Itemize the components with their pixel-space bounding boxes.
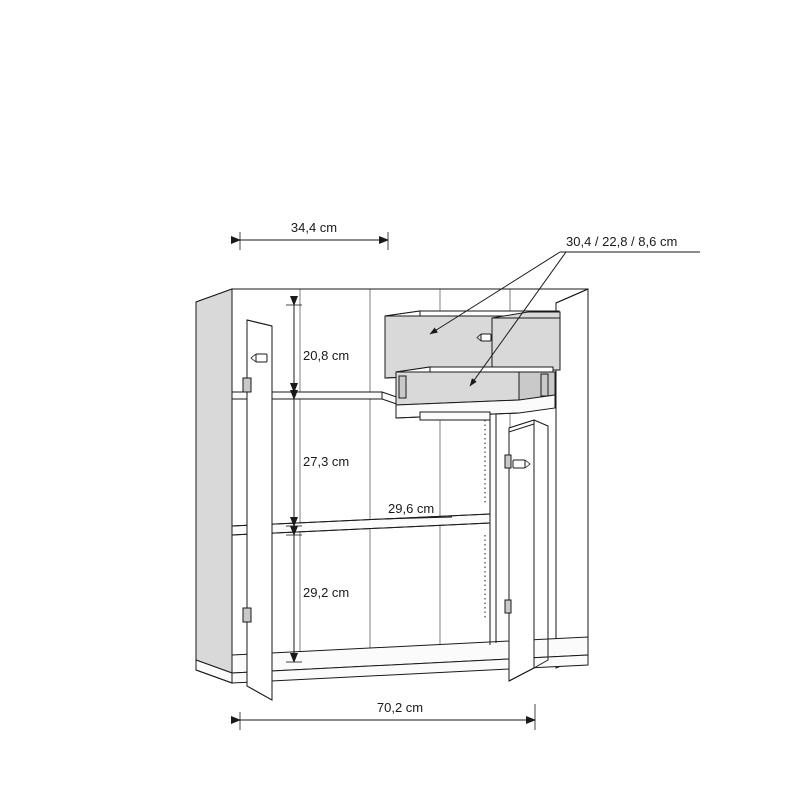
- left-door-hinge-top: [243, 378, 251, 392]
- lower-drawer-slide-right: [541, 374, 548, 396]
- drawer-underside-panel: [420, 412, 490, 420]
- dimension-top-width-label: 34,4 cm: [290, 220, 338, 235]
- left-door[interactable]: [243, 320, 272, 700]
- dimension-lower-compartment-label: 29,2 cm: [303, 585, 350, 600]
- left-door-hinge-bottom: [243, 608, 251, 622]
- right-door-hinge-bottom: [505, 600, 511, 613]
- right-side-panel: [556, 289, 588, 668]
- left-door-panel[interactable]: [247, 320, 272, 700]
- lower-drawer-slide-left: [399, 376, 406, 398]
- dimension-shelf-width-label: 29,6 cm: [388, 501, 435, 516]
- right-door-hinge-top: [505, 455, 511, 468]
- dimension-middle-compartment-label: 27,3 cm: [303, 454, 350, 469]
- dimension-drawer-set-label: 30,4 / 22,8 / 8,6 cm: [566, 234, 678, 249]
- right-door-panel[interactable]: [509, 420, 534, 681]
- dimension-total-width: [240, 700, 535, 730]
- dimension-upper-compartment-label: 20,8 cm: [303, 348, 350, 363]
- left-side-panel-face: [196, 289, 232, 673]
- lower-drawer-face[interactable]: [396, 372, 519, 405]
- dimension-top-width: [240, 220, 388, 250]
- dimension-total-width-label: 70,2 cm: [376, 700, 424, 715]
- upper-drawer-side-face: [492, 318, 560, 370]
